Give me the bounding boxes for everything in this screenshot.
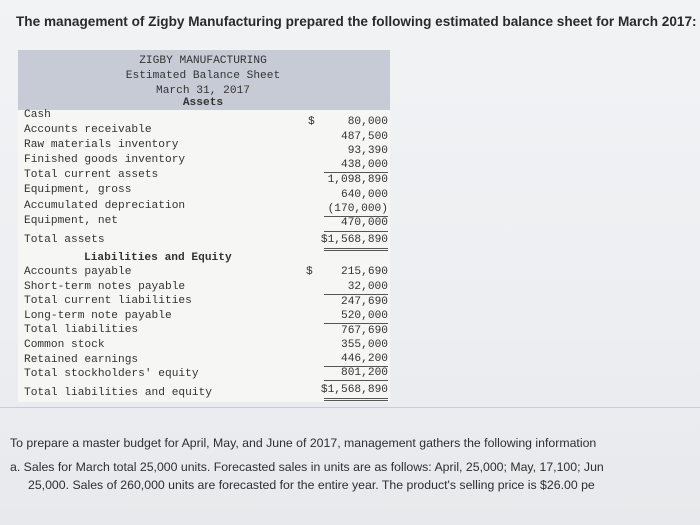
asset-label: Accounts receivable: [24, 124, 152, 136]
assets-heading: Assets: [182, 97, 224, 109]
liability-value: 767,690: [341, 325, 388, 337]
asset-label: Accumulated depreciation: [24, 200, 186, 212]
subtotal-rule: [324, 323, 388, 324]
asset-value: $1,568,890: [320, 234, 388, 246]
subtotal-rule: [324, 172, 388, 173]
liability-label: Total current liabilities: [24, 295, 192, 307]
liability-value: 355,000: [341, 339, 388, 351]
liability-value: 215,690: [341, 266, 388, 278]
sheet-title: Estimated Balance Sheet: [125, 70, 281, 82]
problem-heading: The management of Zigby Manufacturing prepared the following estimated balance sheet for March 2017:: [16, 14, 697, 29]
asset-value: 93,390: [347, 145, 388, 157]
liability-value: $1,568,890: [320, 384, 388, 396]
liability-value: 520,000: [341, 310, 388, 322]
liability-label: Total liabilities: [24, 324, 139, 336]
liability-value: 801,200: [341, 367, 388, 379]
company-name: ZIGBY MANUFACTURING: [139, 55, 267, 67]
liability-label: Accounts payable: [24, 266, 132, 278]
total-double-rule: [324, 398, 388, 401]
liability-label: Short-term notes payable: [24, 281, 186, 293]
asset-value: 487,500: [341, 131, 388, 143]
asset-value: 438,000: [341, 159, 388, 171]
liability-label: Long-term note payable: [24, 310, 172, 322]
liability-dollar-sign: $: [306, 266, 313, 278]
item-a-line-1: a. Sales for March total 25,000 units. Forecasted sales in units are as follows: April, 25,000; May, 17,100; Jun: [10, 460, 604, 474]
asset-value: 640,000: [341, 189, 388, 201]
asset-label: Equipment, gross: [24, 184, 132, 196]
liability-label: Total stockholders' equity: [24, 368, 199, 380]
liability-label: Total liabilities and equity: [24, 387, 212, 399]
balance-sheet: [18, 50, 390, 402]
liability-label: Common stock: [24, 339, 105, 351]
subtotal-rule: [324, 380, 388, 381]
item-a-line-2: 25,000. Sales of 260,000 units are forecasted for the entire year. The product's selling price is $26.00 pe: [28, 478, 595, 492]
asset-value: (170,000): [327, 203, 388, 215]
asset-label: Total assets: [24, 234, 105, 246]
section-divider: [0, 407, 700, 408]
liability-value: 446,200: [341, 353, 388, 365]
subtotal-rule: [324, 231, 388, 232]
asset-value: 470,000: [341, 217, 388, 229]
asset-label: Finished goods inventory: [24, 154, 186, 166]
asset-value: 80,000: [347, 116, 388, 128]
asset-value: 1,098,890: [327, 174, 388, 186]
sheet-date: March 31, 2017: [156, 85, 250, 97]
asset-label: Total current assets: [24, 169, 159, 181]
total-double-rule: [324, 248, 388, 251]
asset-label: Equipment, net: [24, 215, 118, 227]
liability-label: Retained earnings: [24, 354, 139, 366]
liabilities-heading: Liabilities and Equity: [84, 252, 232, 264]
subtotal-rule: [324, 294, 388, 295]
asset-label: Cash: [24, 109, 51, 121]
asset-dollar-sign: $: [308, 116, 315, 128]
budget-intro-text: To prepare a master budget for April, May, and June of 2017, management gathers the following information: [10, 436, 597, 450]
liability-value: 247,690: [341, 296, 388, 308]
liability-value: 32,000: [347, 281, 388, 293]
asset-label: Raw materials inventory: [24, 139, 179, 151]
